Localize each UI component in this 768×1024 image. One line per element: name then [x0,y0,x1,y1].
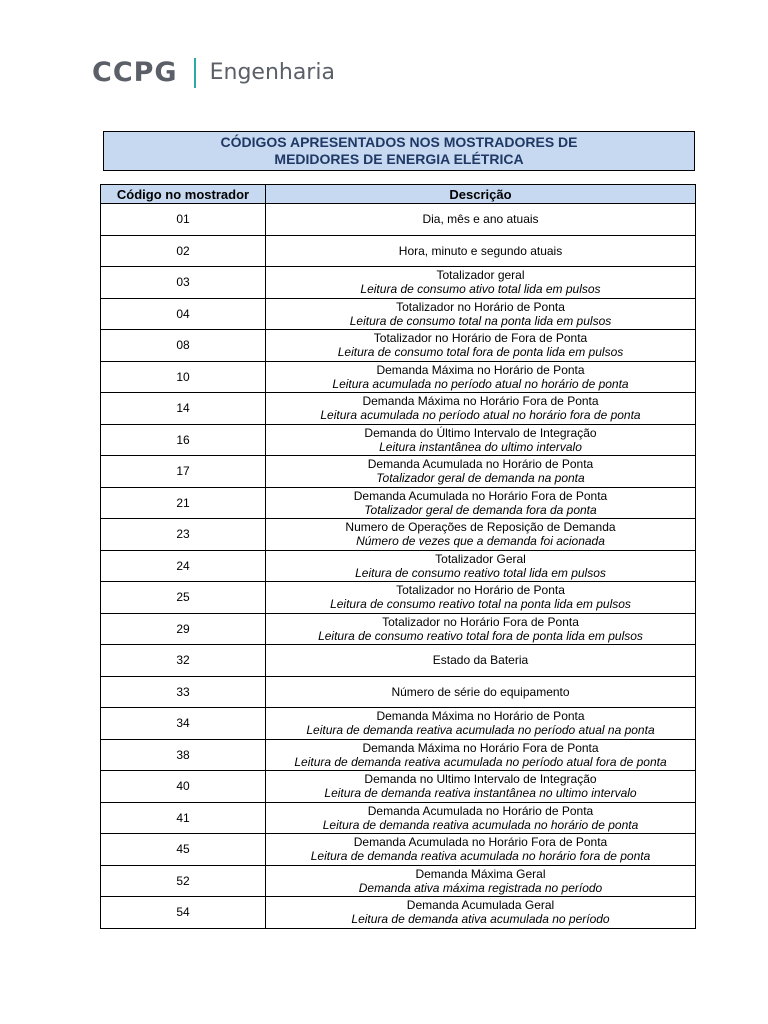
code-cell: 10 [101,361,266,393]
description-main-text: Demanda Acumulada Geral [406,898,555,913]
description-cell [266,550,696,582]
description-main-text: Numero de Operações de Reposição de Demanda [345,520,616,535]
code-cell: 08 [101,330,266,362]
table-row [101,802,696,834]
description-main-text: Demanda no Ultimo Intervalo de Integração [364,772,597,787]
code-cell: 32 [101,645,266,677]
description-sub-text: Leitura de consumo total na ponta lida em pulsos [349,313,612,328]
table-row [101,676,696,708]
description-main-text: Hora, minuto e segundo atuais [398,243,563,258]
table-row [101,582,696,614]
description-sub-text: Leitura de demanda reativa instantânea no ultimo intervalo [324,786,637,801]
code-cell: 38 [101,739,266,771]
code-cell: 21 [101,487,266,519]
table-row [101,519,696,551]
code-cell: 52 [101,865,266,897]
description-main-text: Demanda Máxima no Horário Fora de Ponta [362,740,599,755]
table-row [101,330,696,362]
code-cell: 54 [101,897,266,929]
description-cell [266,330,696,362]
description-cell [266,361,696,393]
table-row [101,865,696,897]
table-row [101,550,696,582]
description-cell [266,267,696,299]
table-row [101,424,696,456]
table-header-row [101,185,696,204]
table-row [101,739,696,771]
description-cell [266,582,696,614]
description-cell [266,487,696,519]
description-cell [266,771,696,803]
description-sub-text: Leitura acumulada no período atual no horário de ponta [332,376,629,391]
table-row [101,456,696,488]
code-cell: 16 [101,424,266,456]
table-row [101,204,696,236]
description-cell [266,676,696,708]
table-row [101,393,696,425]
description-main-text: Totalizador Geral [435,551,526,566]
description-cell [266,456,696,488]
description-sub-text: Leitura de consumo reativo total fora de ponta lida em pulsos [318,628,643,643]
title-line-1: CÓDIGOS APRESENTADOS NOS MOSTRADORES DE [220,134,578,150]
description-cell [266,235,696,267]
code-cell: 33 [101,676,266,708]
description-cell [266,708,696,740]
codes-table [100,184,696,929]
table-row [101,298,696,330]
description-main-text: Demanda Máxima no Horário de Ponta [376,362,585,377]
description-main-text: Dia, mês e ano atuais [422,212,539,227]
description-sub-text: Totalizador geral de demanda na ponta [376,471,585,486]
code-cell: 23 [101,519,266,551]
code-cell: 24 [101,550,266,582]
code-cell: 41 [101,802,266,834]
logo-brand-text: CCPG [92,57,178,88]
description-cell [266,645,696,677]
title-line-2: MEDIDORES DE ENERGIA ELÉTRICA [274,151,524,167]
description-sub-text: Leitura de demanda reativa acumulada no período atual fora de ponta [294,754,667,769]
table-row [101,645,696,677]
code-cell: 02 [101,235,266,267]
description-sub-text: Leitura de consumo reativo total na ponta lida em pulsos [330,597,631,612]
description-cell [266,865,696,897]
code-cell: 40 [101,771,266,803]
description-main-text: Totalizador no Horário de Ponta [396,583,565,598]
table-row [101,834,696,866]
code-cell: 03 [101,267,266,299]
description-main-text: Totalizador geral [436,268,525,283]
table-row [101,897,696,929]
description-main-text: Demanda Acumulada no Horário de Ponta [367,457,594,472]
table-row [101,487,696,519]
table-body [101,204,696,929]
description-cell [266,393,696,425]
table-row [101,613,696,645]
description-sub-text: Leitura de demanda reativa acumulada no período atual na ponta [306,723,655,738]
description-cell [266,519,696,551]
description-main-text: Número de série do equipamento [391,684,570,699]
table-row [101,771,696,803]
description-cell [266,204,696,236]
logo-subtitle: Engenharia [209,60,335,85]
description-main-text: Totalizador no Horário de Fora de Ponta [373,331,588,346]
description-main-text: Demanda Máxima no Horário de Ponta [376,709,585,724]
code-cell: 34 [101,708,266,740]
document-title [103,131,695,171]
logo-divider [194,58,196,88]
description-sub-text: Leitura de demanda ativa acumulada no período [351,912,610,927]
description-cell [266,739,696,771]
description-main-text: Totalizador no Horário de Ponta [396,299,565,314]
description-sub-text: Totalizador geral de demanda fora da ponta [364,502,597,517]
description-main-text: Demanda do Último Intervalo de Integração [364,425,597,440]
table-row [101,267,696,299]
code-cell: 25 [101,582,266,614]
description-cell [266,802,696,834]
description-sub-text: Número de vezes que a demanda foi acionada [356,534,605,549]
table-row [101,235,696,267]
description-cell [266,424,696,456]
description-sub-text: Leitura acumulada no período atual no horário fora de ponta [320,408,641,423]
column-header-code: Código no mostrador [101,185,266,204]
code-cell: 29 [101,613,266,645]
description-sub-text: Leitura de consumo reativo total lida em pulsos [355,565,606,580]
code-cell: 14 [101,393,266,425]
description-main-text: Estado da Bateria [432,653,529,668]
code-cell: 17 [101,456,266,488]
description-main-text: Demanda Máxima Geral [415,866,546,881]
description-main-text: Demanda Acumulada no Horário de Ponta [367,803,594,818]
table-row [101,361,696,393]
description-cell [266,834,696,866]
description-sub-text: Leitura de consumo total fora de ponta lida em pulsos [337,345,624,360]
table-row [101,708,696,740]
description-sub-text: Leitura de demanda reativa acumulada no horário fora de ponta [310,849,651,864]
description-sub-text: Demanda ativa máxima registrada no período [358,880,603,895]
code-cell: 04 [101,298,266,330]
description-main-text: Demanda Acumulada no Horário Fora de Ponta [353,488,608,503]
column-header-description: Descrição [266,185,696,204]
description-sub-text: Leitura instantânea do ultimo intervalo [379,439,582,454]
description-sub-text: Leitura de demanda reativa acumulada no horário de ponta [322,817,639,832]
description-cell [266,298,696,330]
description-main-text: Demanda Acumulada no Horário Fora de Ponta [353,835,608,850]
description-main-text: Totalizador no Horário Fora de Ponta [382,614,579,629]
description-cell [266,613,696,645]
description-cell [266,897,696,929]
description-sub-text: Leitura de consumo ativo total lida em pulsos [360,282,601,297]
code-cell: 45 [101,834,266,866]
code-cell: 01 [101,204,266,236]
description-main-text: Demanda Máxima no Horário Fora de Ponta [362,394,599,409]
company-logo [92,56,335,90]
